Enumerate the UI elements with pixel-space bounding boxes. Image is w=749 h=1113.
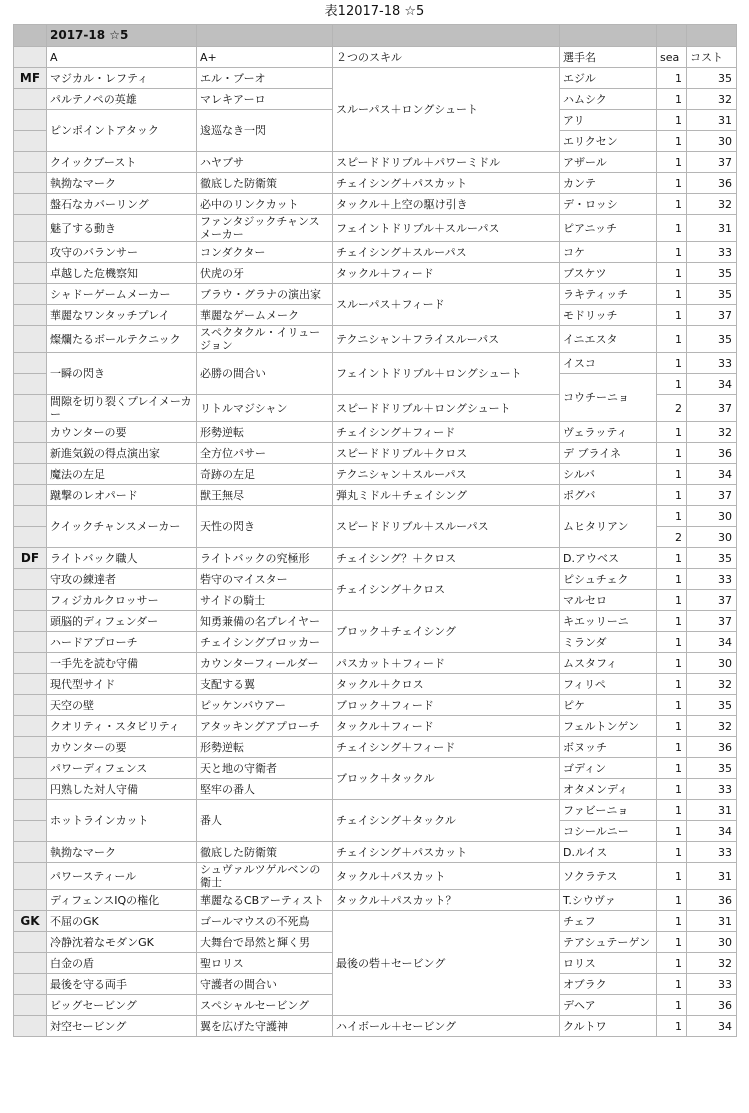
cell-player[interactable]: ラキティッチ <box>560 284 657 305</box>
cell-player[interactable]: ソクラテス <box>560 863 657 890</box>
cell-a[interactable]: 卓越した危機察知 <box>47 263 197 284</box>
cell-a[interactable]: 白金の盾 <box>47 953 197 974</box>
cell-cost[interactable]: 34 <box>687 632 737 653</box>
cell-cost[interactable]: 32 <box>687 422 737 443</box>
cell-a[interactable]: フィジカルクロッサー <box>47 590 197 611</box>
cell-aplus[interactable]: カウンターフィールダー <box>197 653 333 674</box>
table-row <box>14 506 737 527</box>
cell-cost[interactable]: 33 <box>687 779 737 800</box>
cell-aplus[interactable]: 番人 <box>197 800 333 842</box>
table-row <box>14 911 737 932</box>
cell-cost[interactable]: 37 <box>687 485 737 506</box>
cell-skills[interactable]: パスカット＋フィード <box>333 653 560 674</box>
cell-cost[interactable]: 37 <box>687 611 737 632</box>
cell-cost[interactable]: 35 <box>687 68 737 89</box>
cell-sea[interactable]: 1 <box>657 932 687 953</box>
cell-a[interactable]: クイックブースト <box>47 152 197 173</box>
cell-aplus[interactable]: サイドの騎士 <box>197 590 333 611</box>
cell-sea[interactable]: 1 <box>657 821 687 842</box>
table-row <box>14 263 737 284</box>
cell-aplus[interactable]: 華麗なるCBアーティスト <box>197 890 333 911</box>
cell-cost[interactable]: 37 <box>687 152 737 173</box>
cell-player[interactable]: オブラク <box>560 974 657 995</box>
cell-a[interactable]: クイックチャンスメーカー <box>47 506 197 548</box>
cell-a[interactable]: 対空セービング <box>47 1016 197 1037</box>
cell-skills[interactable]: タックル＋フィード <box>333 716 560 737</box>
cell-skills[interactable]: スピードドリブル＋パワーミドル <box>333 152 560 173</box>
cell-sea[interactable]: 1 <box>657 353 687 374</box>
cell-cost[interactable]: 35 <box>687 758 737 779</box>
cell-cost[interactable]: 33 <box>687 842 737 863</box>
cell-sea[interactable]: 1 <box>657 695 687 716</box>
header-sea[interactable]: sea <box>657 47 687 68</box>
cell-skills[interactable]: ブロック＋フィード <box>333 695 560 716</box>
table-row <box>14 173 737 194</box>
cell-aplus[interactable]: ゴールマウスの不死鳥 <box>197 911 333 932</box>
cell-cost[interactable]: 31 <box>687 911 737 932</box>
cell-skills[interactable]: ブロック＋タックル <box>333 758 560 800</box>
cell-sea[interactable]: 1 <box>657 716 687 737</box>
header-cost[interactable]: コスト <box>687 47 737 68</box>
cell-a[interactable]: 間隙を切り裂くプレイメーカー <box>47 395 197 422</box>
table-row <box>14 215 737 242</box>
cell-aplus[interactable]: チェイシングブロッカー <box>197 632 333 653</box>
cell-skills[interactable]: フェイントドリブル＋スルーパス <box>333 215 560 242</box>
cell-player[interactable]: キエッリーニ <box>560 611 657 632</box>
cell-a[interactable]: ホットラインカット <box>47 800 197 842</box>
cell-sea[interactable]: 1 <box>657 374 687 395</box>
cell-skills[interactable]: 最後の砦＋セービング <box>333 911 560 1016</box>
cell-aplus[interactable]: シュヴァルツゲルベンの衛士 <box>197 863 333 890</box>
cell-a[interactable]: 魔法の左足 <box>47 464 197 485</box>
cell-sea[interactable]: 1 <box>657 674 687 695</box>
cell-skills[interactable]: チェイシング？＋クロス <box>333 548 560 569</box>
cell-sea[interactable]: 1 <box>657 548 687 569</box>
cell-aplus[interactable]: マレキアーロ <box>197 89 333 110</box>
cell-player[interactable]: カンテ <box>560 173 657 194</box>
cell-skills[interactable]: チェイシング＋タックル <box>333 800 560 842</box>
table-row <box>14 1016 737 1037</box>
cell-a[interactable]: カウンターの要 <box>47 422 197 443</box>
cell-skills[interactable]: ハイボール＋セービング <box>333 1016 560 1037</box>
cell-cost[interactable]: 37 <box>687 590 737 611</box>
player-table <box>13 24 737 1037</box>
table-row <box>14 653 737 674</box>
cell-sea[interactable]: 1 <box>657 842 687 863</box>
cell-a[interactable]: パワーディフェンス <box>47 758 197 779</box>
cell-player[interactable]: ピシュチェク <box>560 569 657 590</box>
cell-cost[interactable]: 36 <box>687 995 737 1016</box>
cell-aplus[interactable]: 形勢逆転 <box>197 422 333 443</box>
cell-aplus[interactable]: 支配する翼 <box>197 674 333 695</box>
cell-cost[interactable]: 30 <box>687 932 737 953</box>
cell-player[interactable]: デヘア <box>560 995 657 1016</box>
cell-skills[interactable]: チェイシング＋パスカット <box>333 173 560 194</box>
cell-player[interactable]: ロリス <box>560 953 657 974</box>
cell-player[interactable]: テアシュテーゲン <box>560 932 657 953</box>
cell-player[interactable]: デ ブライネ <box>560 443 657 464</box>
cell-skills[interactable]: テクニシャン＋スルーパス <box>333 464 560 485</box>
cell-player[interactable]: ピアニッチ <box>560 215 657 242</box>
cell-skills[interactable]: チェイシング＋スルーパス <box>333 242 560 263</box>
cell-cost[interactable]: 32 <box>687 194 737 215</box>
cell-sea[interactable]: 1 <box>657 110 687 131</box>
cell-player[interactable]: モドリッチ <box>560 305 657 326</box>
cell-player[interactable]: マルセロ <box>560 590 657 611</box>
cell-skills[interactable]: スルーパス＋フィード <box>333 284 560 326</box>
cell-a[interactable]: 執拗なマーク <box>47 842 197 863</box>
cell-sea[interactable]: 1 <box>657 443 687 464</box>
cell-cost[interactable]: 33 <box>687 974 737 995</box>
cell-skills[interactable]: ブロック＋チェイシング <box>333 611 560 653</box>
cell-player[interactable]: エジル <box>560 68 657 89</box>
cell-sea[interactable]: 1 <box>657 737 687 758</box>
cell-player[interactable]: クルトワ <box>560 1016 657 1037</box>
cell-a[interactable]: 守攻の練達者 <box>47 569 197 590</box>
cell-cost[interactable]: 35 <box>687 695 737 716</box>
cell-a[interactable]: 盤石なカバーリング <box>47 194 197 215</box>
header-skills[interactable]: ２つのスキル <box>333 47 560 68</box>
cell-player[interactable]: アザール <box>560 152 657 173</box>
cell-a[interactable]: ハードアプローチ <box>47 632 197 653</box>
cell-a[interactable]: 一瞬の閃き <box>47 353 197 395</box>
cell-sea[interactable]: 1 <box>657 1016 687 1037</box>
group-label-df: DF <box>14 548 47 569</box>
cell-aplus[interactable]: エル・ブーオ <box>197 68 333 89</box>
cell-skills[interactable]: チェイシング＋フィード <box>333 737 560 758</box>
cell-sea[interactable]: 1 <box>657 800 687 821</box>
cell-skills[interactable]: チェイシング＋クロス <box>333 569 560 611</box>
cell-sea[interactable]: 1 <box>657 632 687 653</box>
header-row <box>14 47 737 68</box>
cell-aplus[interactable]: スペシャルセービング <box>197 995 333 1016</box>
cell-player[interactable]: イスコ <box>560 353 657 374</box>
cell-aplus[interactable]: 獣王無尽 <box>197 485 333 506</box>
cell-player[interactable]: ポグバ <box>560 485 657 506</box>
cell-cost[interactable]: 35 <box>687 284 737 305</box>
header-player[interactable]: 選手名 <box>560 47 657 68</box>
cell-a[interactable]: ピンポイントアタック <box>47 110 197 152</box>
cell-sea[interactable]: 1 <box>657 569 687 590</box>
table-row <box>14 716 737 737</box>
cell-cost[interactable]: 30 <box>687 653 737 674</box>
header-a[interactable]: A <box>47 47 197 68</box>
cell-cost[interactable]: 30 <box>687 131 737 152</box>
cell-skills[interactable]: 弾丸ミドル＋チェイシング <box>333 485 560 506</box>
table-row <box>14 422 737 443</box>
cell-sea[interactable]: 1 <box>657 284 687 305</box>
cell-sea[interactable]: 1 <box>657 152 687 173</box>
cell-player[interactable]: フェルトンゲン <box>560 716 657 737</box>
cell-sea[interactable]: 2 <box>657 527 687 548</box>
cell-sea[interactable]: 1 <box>657 506 687 527</box>
cell-player[interactable]: シルバ <box>560 464 657 485</box>
cell-sea[interactable]: 1 <box>657 215 687 242</box>
cell-a[interactable]: 円熟した対人守備 <box>47 779 197 800</box>
cell-player[interactable]: フィリペ <box>560 674 657 695</box>
cell-a[interactable]: 蹴撃のレオパード <box>47 485 197 506</box>
cell-a[interactable]: クオリティ・スタビリティ <box>47 716 197 737</box>
cell-aplus[interactable]: ファンタジックチャンスメーカー <box>197 215 333 242</box>
cell-aplus[interactable]: 奇跡の左足 <box>197 464 333 485</box>
cell-aplus[interactable]: 堅牢の番人 <box>197 779 333 800</box>
cell-cost[interactable]: 36 <box>687 737 737 758</box>
cell-cost[interactable]: 33 <box>687 242 737 263</box>
cell-player[interactable]: ヴェラッティ <box>560 422 657 443</box>
cell-a[interactable]: 華麗なワンタッチプレイ <box>47 305 197 326</box>
cell-aplus[interactable]: 知勇兼備の名プレイヤー <box>197 611 333 632</box>
cell-skills[interactable]: テクニシャン＋フライスルーパス <box>333 326 560 353</box>
table-row <box>14 890 737 911</box>
cell-aplus[interactable]: 聖ロリス <box>197 953 333 974</box>
cell-sea[interactable]: 1 <box>657 68 687 89</box>
cell-sea[interactable]: 1 <box>657 131 687 152</box>
cell-a[interactable]: 不屈のGK <box>47 911 197 932</box>
table-row <box>14 443 737 464</box>
cell-cost[interactable]: 36 <box>687 173 737 194</box>
cell-sea[interactable]: 1 <box>657 305 687 326</box>
cell-aplus[interactable]: ブラウ・グラナの演出家 <box>197 284 333 305</box>
cell-a[interactable]: パワースティール <box>47 863 197 890</box>
cell-cost[interactable]: 31 <box>687 863 737 890</box>
cell-player[interactable]: アリ <box>560 110 657 131</box>
table-row <box>14 758 737 779</box>
cell-a[interactable]: 執拗なマーク <box>47 173 197 194</box>
cell-aplus[interactable]: スペクタクル・イリュージョン <box>197 326 333 353</box>
cell-player[interactable]: チェフ <box>560 911 657 932</box>
cell-cost[interactable]: 34 <box>687 464 737 485</box>
cell-cost[interactable]: 32 <box>687 716 737 737</box>
cell-aplus[interactable]: 逡巡なき一閃 <box>197 110 333 152</box>
table-row <box>14 737 737 758</box>
cell-sea[interactable]: 1 <box>657 422 687 443</box>
cell-sea[interactable]: 1 <box>657 953 687 974</box>
cell-player[interactable]: ハムシク <box>560 89 657 110</box>
cell-player[interactable]: コシールニー <box>560 821 657 842</box>
cell-a[interactable]: 冷静沈着なモダンGK <box>47 932 197 953</box>
table-row <box>14 68 737 89</box>
table-row <box>14 194 737 215</box>
cell-a[interactable]: 新進気鋭の得点演出家 <box>47 443 197 464</box>
cell-sea[interactable]: 1 <box>657 995 687 1016</box>
cell-sea[interactable]: 1 <box>657 779 687 800</box>
cell-player[interactable]: T.シウヴァ <box>560 890 657 911</box>
cell-aplus[interactable]: 全方位パサー <box>197 443 333 464</box>
cell-aplus[interactable]: 徹底した防衛策 <box>197 173 333 194</box>
page-title: 表12017-18 ☆5 <box>324 4 425 19</box>
cell-player[interactable]: ピケ <box>560 695 657 716</box>
cell-cost[interactable]: 32 <box>687 89 737 110</box>
cell-sea[interactable]: 1 <box>657 653 687 674</box>
cell-player[interactable]: ムヒタリアン <box>560 506 657 548</box>
cell-skills[interactable]: タックル＋フィード <box>333 263 560 284</box>
table-row <box>14 674 737 695</box>
table-row <box>14 464 737 485</box>
cell-skills[interactable]: チェイシング＋パスカット <box>333 842 560 863</box>
cell-skills[interactable]: チェイシング＋フィード <box>333 422 560 443</box>
cell-aplus[interactable]: 大舞台で昂然と輝く男 <box>197 932 333 953</box>
table-row <box>14 353 737 374</box>
cell-aplus[interactable]: 天と地の守衛者 <box>197 758 333 779</box>
table-row <box>14 863 737 890</box>
cell-player[interactable]: ムスタフィ <box>560 653 657 674</box>
cell-sea[interactable]: 1 <box>657 611 687 632</box>
cell-skills[interactable]: タックル＋パスカット <box>333 863 560 890</box>
cell-cost[interactable]: 33 <box>687 569 737 590</box>
cell-skills[interactable]: スルーパス＋ロングシュート <box>333 68 560 152</box>
cell-cost[interactable]: 34 <box>687 1016 737 1037</box>
group-label-gk: GK <box>14 911 47 932</box>
cell-player[interactable]: D.ルイス <box>560 842 657 863</box>
cell-player[interactable]: コケ <box>560 242 657 263</box>
cell-a[interactable]: ディフェンスIQの権化 <box>47 890 197 911</box>
cell-aplus[interactable]: 翼を広げた守護神 <box>197 1016 333 1037</box>
cell-a[interactable]: シャドーゲームメーカー <box>47 284 197 305</box>
cell-cost[interactable]: 37 <box>687 395 737 422</box>
cell-aplus[interactable]: 形勢逆転 <box>197 737 333 758</box>
cell-a[interactable]: カウンターの要 <box>47 737 197 758</box>
table-row <box>14 695 737 716</box>
table-row <box>14 611 737 632</box>
cell-sea[interactable]: 1 <box>657 89 687 110</box>
cell-a[interactable]: 一手先を読む守備 <box>47 653 197 674</box>
cell-sea[interactable]: 1 <box>657 194 687 215</box>
cell-a[interactable]: 魅了する動き <box>47 215 197 242</box>
cell-sea[interactable]: 2 <box>657 395 687 422</box>
cell-sea[interactable]: 1 <box>657 464 687 485</box>
cell-a[interactable]: 最後を守る両手 <box>47 974 197 995</box>
cell-cost[interactable]: 37 <box>687 305 737 326</box>
cell-skills[interactable]: フェイントドリブル＋ロングシュート <box>333 353 560 395</box>
table-row <box>14 800 737 821</box>
cell-aplus[interactable]: コンダクター <box>197 242 333 263</box>
cell-a[interactable]: 燦爛たるボールテクニック <box>47 326 197 353</box>
cell-sea[interactable]: 1 <box>657 173 687 194</box>
cell-sea[interactable]: 1 <box>657 863 687 890</box>
table-row <box>14 485 737 506</box>
cell-aplus[interactable]: 必勝の間合い <box>197 353 333 395</box>
cell-skills[interactable]: スピードドリブル＋クロス <box>333 443 560 464</box>
cell-cost[interactable]: 35 <box>687 326 737 353</box>
cell-aplus[interactable]: リトルマジシャン <box>197 395 333 422</box>
cell-player[interactable]: デ・ロッシ <box>560 194 657 215</box>
cell-player[interactable]: D.アウベス <box>560 548 657 569</box>
cell-cost[interactable]: 32 <box>687 953 737 974</box>
cell-player[interactable]: ボヌッチ <box>560 737 657 758</box>
table-row <box>14 548 737 569</box>
cell-cost[interactable]: 35 <box>687 263 737 284</box>
table-row <box>14 569 737 590</box>
cell-player[interactable]: ゴディン <box>560 758 657 779</box>
table-title[interactable]: 2017-18 ☆5 <box>47 25 197 47</box>
cell-player[interactable]: コウチーニョ <box>560 374 657 422</box>
title-row <box>14 25 737 47</box>
cell-cost[interactable]: 30 <box>687 527 737 548</box>
cell-a[interactable]: ライトバック職人 <box>47 548 197 569</box>
group-label-mf: MF <box>14 68 47 89</box>
cell-aplus[interactable]: ハヤブサ <box>197 152 333 173</box>
cell-a[interactable]: 現代型サイド <box>47 674 197 695</box>
cell-aplus[interactable]: 天性の閃き <box>197 506 333 548</box>
cell-sea[interactable]: 1 <box>657 890 687 911</box>
cell-cost[interactable]: 35 <box>687 548 737 569</box>
cell-sea[interactable]: 1 <box>657 242 687 263</box>
table-row <box>14 152 737 173</box>
cell-skills[interactable]: タックル＋パスカット？ <box>333 890 560 911</box>
cell-aplus[interactable]: ピッケンバウアー <box>197 695 333 716</box>
header-aplus[interactable]: A+ <box>197 47 333 68</box>
table-row <box>14 242 737 263</box>
cell-aplus[interactable]: アタッキングアプローチ <box>197 716 333 737</box>
cell-aplus[interactable]: ライトバックの究極形 <box>197 548 333 569</box>
cell-cost[interactable]: 30 <box>687 506 737 527</box>
cell-aplus[interactable]: 華麗なゲームメーク <box>197 305 333 326</box>
cell-a[interactable]: 頭脳的ディフェンダー <box>47 611 197 632</box>
cell-aplus[interactable]: 徹底した防衛策 <box>197 842 333 863</box>
cell-skills[interactable]: スピードドリブル＋スルーパス <box>333 506 560 548</box>
table-row <box>14 284 737 305</box>
cell-a[interactable]: 天空の壁 <box>47 695 197 716</box>
cell-cost[interactable]: 31 <box>687 110 737 131</box>
cell-a[interactable]: パルテノペの英雄 <box>47 89 197 110</box>
cell-sea[interactable]: 1 <box>657 911 687 932</box>
cell-sea[interactable]: 1 <box>657 263 687 284</box>
cell-cost[interactable]: 31 <box>687 800 737 821</box>
cell-cost[interactable]: 36 <box>687 443 737 464</box>
table-row <box>14 842 737 863</box>
table-row <box>14 326 737 353</box>
cell-cost[interactable]: 31 <box>687 215 737 242</box>
cell-a[interactable]: 攻守のバランサー <box>47 242 197 263</box>
cell-player[interactable]: ミランダ <box>560 632 657 653</box>
cell-cost[interactable]: 32 <box>687 674 737 695</box>
cell-a[interactable]: マジカル・レフティ <box>47 68 197 89</box>
cell-player[interactable]: イニエスタ <box>560 326 657 353</box>
cell-skills[interactable]: スピードドリブル＋ロングシュート <box>333 395 560 422</box>
cell-a[interactable]: ビッグセービング <box>47 995 197 1016</box>
cell-cost[interactable]: 34 <box>687 821 737 842</box>
cell-skills[interactable]: タックル＋上空の駆け引き <box>333 194 560 215</box>
cell-player[interactable]: エリクセン <box>560 131 657 152</box>
cell-sea[interactable]: 1 <box>657 590 687 611</box>
cell-aplus[interactable]: 伏虎の牙 <box>197 263 333 284</box>
cell-player[interactable]: ファビーニョ <box>560 800 657 821</box>
cell-aplus[interactable]: 守護者の間合い <box>197 974 333 995</box>
cell-skills[interactable]: タックル＋クロス <box>333 674 560 695</box>
cell-cost[interactable]: 34 <box>687 374 737 395</box>
cell-sea[interactable]: 1 <box>657 758 687 779</box>
cell-cost[interactable]: 36 <box>687 890 737 911</box>
cell-sea[interactable]: 1 <box>657 485 687 506</box>
cell-aplus[interactable]: 砦守のマイスター <box>197 569 333 590</box>
cell-sea[interactable]: 1 <box>657 974 687 995</box>
cell-player[interactable]: オタメンディ <box>560 779 657 800</box>
cell-aplus[interactable]: 必中のリンクカット <box>197 194 333 215</box>
cell-cost[interactable]: 33 <box>687 353 737 374</box>
cell-player[interactable]: ブスケツ <box>560 263 657 284</box>
cell-sea[interactable]: 1 <box>657 326 687 353</box>
